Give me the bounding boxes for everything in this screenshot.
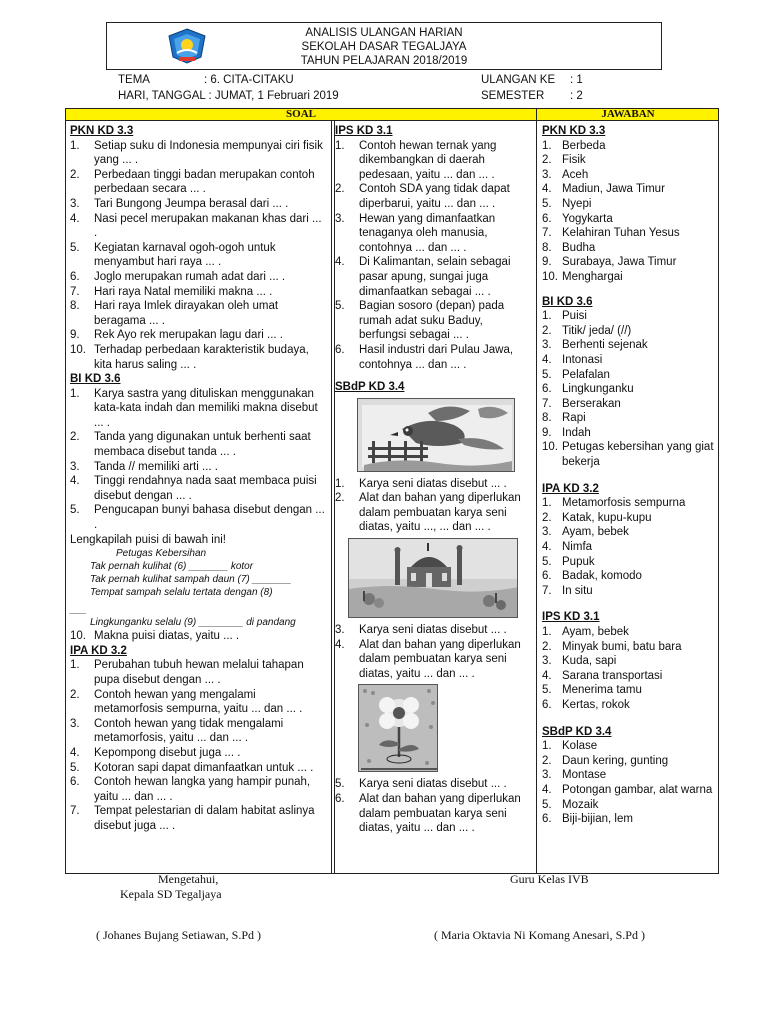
item-number: 3.: [70, 460, 80, 473]
item-text: Hari raya Natal memiliki makna ... .: [94, 285, 273, 298]
sbdp-question-list-a: [335, 477, 531, 535]
item-number: 7.: [70, 805, 80, 818]
item-text: Berbeda: [562, 139, 606, 152]
item-number: 5.: [70, 241, 80, 254]
list-item: [335, 477, 531, 492]
list-item: [70, 629, 326, 644]
sbdp-question-list-b: [335, 623, 531, 681]
item-number: 5.: [542, 197, 552, 210]
poem-instruction: Lengkapilah puisi di bawah ini!: [70, 533, 226, 546]
list-item: [542, 555, 718, 570]
list-item: [542, 168, 718, 183]
item-number: 1.: [542, 139, 552, 152]
list-item: [70, 168, 326, 197]
montage-mosque-image: [348, 538, 518, 618]
semester-label: SEMESTER: [481, 90, 545, 102]
list-item: [542, 625, 718, 640]
item-text: Contoh hewan yang mengalami metamorfosis sempurna, yaitu ... dan ... .: [94, 688, 303, 716]
item-text: Titik/ jeda/ (//): [562, 324, 632, 337]
item-text: Kelahiran Tuhan Yesus: [562, 227, 680, 240]
section-title-bi: BI KD 3.6: [70, 373, 121, 386]
list-item: [70, 746, 326, 761]
list-item: [335, 343, 531, 372]
item-text: Ayam, bebek: [562, 526, 629, 539]
list-item: [70, 387, 326, 431]
item-text: Karya sastra yang dituliskan menggunakan kata-kata indah dan memiliki makna disebut ... .: [94, 387, 318, 429]
header-year: TAHUN PELAJARAN 2018/2019: [300, 55, 468, 67]
guru-kelas-label: Guru Kelas IVB: [510, 872, 589, 886]
item-text: Menghargai: [562, 270, 623, 283]
list-item: [70, 212, 326, 241]
item-number: 1.: [335, 477, 345, 490]
poem-line-4: Lingkunganku selalu (9) ________ di pandang: [90, 617, 296, 629]
item-number: 5.: [542, 368, 552, 381]
section-title-sbdp: SBdP KD 3.4: [335, 381, 405, 394]
ipa-question-list: [70, 658, 326, 833]
item-number: 2.: [335, 492, 345, 505]
list-item: [542, 525, 718, 540]
item-number: 4.: [542, 353, 552, 366]
item-text: Bagian sosoro (depan) pada rumah adat suku Baduy, berfungsi sebagai ... .: [359, 300, 505, 342]
item-number: 5.: [542, 798, 552, 811]
answer-title-sbdp: SBdP KD 3.4: [542, 725, 612, 738]
item-text: Alat dan bahan yang diperlukan dalam pembuatan karya seni diatas, yaitu ... dan ... .: [359, 638, 521, 680]
list-item: [70, 503, 326, 532]
bi-question-list: [70, 387, 326, 533]
table-header-row: [66, 109, 718, 121]
bi-answer-list: [542, 309, 718, 470]
section-title-ipa: IPA KD 3.2: [70, 644, 127, 657]
item-text: Nasi pecel merupakan makanan khas dari ... .: [94, 212, 322, 240]
item-number: 1.: [70, 387, 80, 400]
item-text: Hasil industri dari Pulau Jawa, contohnya ... dan ... .: [359, 343, 514, 371]
list-item: [542, 139, 718, 154]
list-item: [335, 792, 531, 836]
list-item: [542, 324, 718, 339]
soal-column-2: [335, 124, 531, 836]
list-item: [542, 739, 718, 754]
list-item: [335, 255, 531, 299]
item-text: Montase: [562, 769, 607, 782]
collage-bird-image: [357, 398, 515, 472]
mengetahui-label: Mengetahui,: [158, 872, 219, 886]
list-item: [70, 761, 326, 776]
list-item: [335, 638, 531, 682]
item-text: Tempat pelestarian di dalam habitat aslinya disebut juga ... .: [94, 805, 315, 832]
list-item: [542, 812, 718, 827]
item-number: 2.: [542, 511, 552, 524]
list-item: [542, 669, 718, 684]
list-item: [542, 798, 718, 813]
poem-line-2: Tak pernah kulihat sampah daun (7) _______: [90, 574, 292, 586]
item-text: Perbedaan tinggi badan merupakan contoh perbedaan secara ... .: [94, 168, 315, 196]
item-number: 2.: [542, 154, 552, 167]
item-number: 3.: [542, 168, 552, 181]
ulangan-label: ULANGAN KE: [481, 74, 556, 86]
item-number: 2.: [542, 324, 552, 337]
item-text: Contoh SDA yang tidak dapat diperbarui, yaitu ... dan ... .: [359, 183, 510, 210]
item-number: 3.: [542, 769, 552, 782]
item-number: 9.: [542, 256, 552, 269]
ips-question-list: [335, 139, 531, 373]
item-text: Alat dan bahan yang diperlukan dalam pembuatan karya seni diatas, yaitu ... dan ... .: [359, 793, 521, 835]
item-number: 8.: [70, 300, 80, 313]
item-text: Ayam, bebek: [562, 626, 629, 638]
list-item: [70, 197, 326, 212]
list-item: [70, 474, 326, 503]
item-number: 10.: [70, 343, 86, 356]
item-text: Hewan yang dimanfaatkan tenaganya oleh manusia, contohnya ... dan ... .: [359, 212, 496, 254]
list-item: [70, 285, 326, 300]
item-number: 6.: [542, 383, 552, 396]
list-item: [542, 511, 718, 526]
list-item: [335, 212, 531, 256]
pkn-question-list: [70, 139, 326, 373]
list-item: [70, 688, 326, 717]
soal-header: SOAL: [286, 108, 316, 120]
answer-title-bi: BI KD 3.6: [542, 295, 593, 308]
list-item: [335, 777, 531, 792]
answer-title-ipa: IPA KD 3.2: [542, 482, 599, 495]
list-item: [542, 255, 718, 270]
list-item: [542, 683, 718, 698]
item-number: 3.: [335, 212, 345, 225]
item-text: Berserakan: [562, 397, 621, 410]
item-number: 1.: [542, 740, 552, 753]
item-number: 7.: [542, 397, 552, 410]
item-text: Contoh hewan ternak yang dikembangkan di daerah pedesaan, yaitu ... dan ... .: [359, 139, 497, 181]
item-number: 1.: [542, 310, 552, 323]
list-item: [542, 640, 718, 655]
item-text: Intonasi: [562, 353, 603, 366]
guru-kelas-name: ( Maria Oktavia Ni Komang Anesari, S.Pd ): [434, 928, 645, 942]
kepala-sekolah-name: ( Johanes Bujang Setiawan, S.Pd ): [96, 928, 261, 942]
item-text: Karya seni diatas disebut ... .: [359, 477, 507, 490]
list-item: [542, 411, 718, 426]
list-item: [542, 569, 718, 584]
section-title-pkn: PKN KD 3.3: [70, 125, 134, 137]
item-number: 4.: [335, 256, 345, 269]
poem-title: Petugas Kebersihan: [116, 548, 207, 560]
item-text: Fisik: [562, 154, 586, 167]
item-number: 6.: [70, 776, 80, 789]
list-item: [542, 440, 718, 469]
item-number: 4.: [70, 746, 80, 759]
header-box: [106, 22, 662, 70]
jawaban-column: [542, 124, 718, 827]
header-school: SEKOLAH DASAR TEGALJAYA: [301, 41, 467, 53]
answer-sheet-table: [65, 108, 719, 874]
sbdp-answer-list: [542, 739, 718, 827]
item-text: Karya seni diatas disebut ... .: [359, 624, 507, 637]
item-text: Contoh hewan yang tidak mengalami metamorfosis, yaitu ... dan ... .: [94, 717, 284, 745]
list-item: [542, 496, 718, 511]
item-text: Tanda yang digunakan untuk berhenti saat membaca disebut tanda ... .: [94, 431, 311, 459]
item-number: 9.: [70, 329, 80, 342]
item-text: Mozaik: [562, 798, 599, 811]
item-number: 10.: [70, 630, 86, 643]
item-text: Kertas, rokok: [562, 698, 630, 711]
item-text: Nyepi: [562, 197, 592, 210]
item-text: Alat dan bahan yang diperlukan dalam pembuatan karya seni diatas, yaitu ..., ... dan ... .: [359, 492, 521, 534]
item-number: 7.: [70, 285, 80, 298]
item-number: 1.: [70, 659, 80, 672]
item-number: 6.: [542, 212, 552, 225]
list-item: [335, 491, 531, 535]
item-number: 6.: [542, 698, 552, 711]
item-number: 2.: [70, 431, 80, 444]
item-text: Lingkunganku: [562, 383, 634, 396]
list-item: [542, 382, 718, 397]
item-number: 10.: [542, 270, 558, 283]
item-number: 3.: [542, 655, 552, 668]
column-divider: [536, 109, 537, 873]
item-number: 6.: [335, 343, 345, 356]
item-text: Pengucapan bunyi bahasa disebut dengan ... .: [94, 504, 325, 532]
item-text: Biji-bijian, lem: [562, 813, 633, 826]
item-number: 4.: [70, 212, 80, 225]
item-text: Budha: [562, 241, 596, 254]
list-item: [542, 426, 718, 441]
item-text: Kegiatan karnaval ogoh-ogoh untuk menyambut hari raya ... .: [94, 241, 276, 269]
item-number: 2.: [70, 168, 80, 181]
item-number: 3.: [70, 717, 80, 730]
item-text: Metamorfosis sempurna: [562, 497, 686, 510]
list-item: [542, 153, 718, 168]
item-number: 5.: [70, 761, 80, 774]
item-number: 5.: [70, 504, 80, 517]
item-number: 1.: [335, 139, 345, 152]
item-number: 3.: [335, 624, 345, 637]
list-item: [542, 338, 718, 353]
list-item: [542, 654, 718, 669]
item-number: 1.: [542, 626, 552, 638]
item-text: Katak, kupu-kupu: [562, 511, 652, 524]
list-item: [542, 226, 718, 241]
item-number: 1.: [542, 497, 552, 510]
item-number: 7.: [542, 584, 552, 597]
tema-label: TEMA: [118, 74, 150, 86]
list-item: [542, 182, 718, 197]
list-item: [335, 299, 531, 343]
list-item: [70, 343, 326, 372]
section-title-ips: IPS KD 3.1: [335, 125, 393, 137]
list-item: [70, 775, 326, 804]
list-item: [542, 197, 718, 212]
list-item: [542, 212, 718, 227]
item-text: Yogykarta: [562, 212, 613, 225]
item-text: Di Kalimantan, selain sebagai pasar apung, sungai juga dimanfaatkan sebagai ... .: [359, 256, 511, 298]
list-item: [542, 270, 718, 285]
poem-line-1: Tak pernah kulihat (6) _______ kotor: [90, 561, 254, 573]
item-text: Makna puisi diatas, yaitu ... .: [94, 630, 240, 643]
jawaban-header: JAWABAN: [601, 108, 655, 120]
hari-tanggal: HARI, TANGGAL : JUMAT, 1 Februari 2019: [118, 90, 339, 102]
item-text: Kepompong disebut juga ... .: [94, 746, 241, 759]
item-number: 3.: [542, 339, 552, 352]
item-text: Kotoran sapi dapat dimanfaatkan untuk ... .: [94, 761, 314, 774]
item-text: Minyak bumi, batu bara: [562, 640, 682, 653]
item-text: Indah: [562, 426, 591, 439]
item-number: 5.: [335, 778, 345, 791]
poem-block: [70, 547, 326, 629]
item-text: Puisi: [562, 310, 587, 323]
poem-line-3: Tempat sampah selalu tertata dengan (8): [90, 587, 273, 599]
item-text: Potongan gambar, alat warna: [562, 783, 713, 796]
item-number: 4.: [542, 183, 552, 196]
item-number: 7.: [542, 227, 552, 240]
list-item: [542, 309, 718, 324]
item-text: Surabaya, Jawa Timur: [562, 256, 677, 269]
item-text: Kolase: [562, 740, 598, 753]
list-item: [542, 353, 718, 368]
item-number: 3.: [70, 197, 80, 210]
list-item: [542, 368, 718, 383]
item-text: Aceh: [562, 168, 589, 181]
item-number: 5.: [335, 300, 345, 313]
item-text: Sarana transportasi: [562, 669, 663, 682]
item-number: 5.: [542, 555, 552, 568]
list-item: [70, 328, 326, 343]
list-item: [335, 182, 531, 211]
item-number: 8.: [542, 241, 552, 254]
list-item: [542, 397, 718, 412]
semester-value: : 2: [570, 90, 583, 102]
item-number: 4.: [542, 669, 552, 682]
item-number: 2.: [542, 754, 552, 767]
item-text: Tari Bungong Jeumpa berasal dari ... .: [94, 197, 289, 210]
list-item: [70, 270, 326, 285]
item-text: Perubahan tubuh hewan melalui tahapan pupa disebut dengan ... .: [94, 659, 304, 686]
list-item: [70, 658, 326, 687]
list-item: [70, 717, 326, 746]
item-text: Daun kering, gunting: [562, 754, 669, 767]
item-text: Pelafalan: [562, 368, 610, 381]
pkn-answer-list: [542, 139, 718, 285]
answer-title-pkn: PKN KD 3.3: [542, 125, 606, 137]
list-item: [70, 299, 326, 328]
tema-value: : 6. CITA-CITAKU: [204, 74, 294, 86]
answer-title-ips: IPS KD 3.1: [542, 611, 600, 624]
item-text: Contoh hewan langka yang hampir punah, yaitu ... dan ... .: [94, 776, 311, 803]
item-number: 6.: [70, 270, 80, 283]
sbdp-question-list-c: [335, 777, 531, 835]
header-title: ANALISIS ULANGAN HARIAN: [305, 27, 463, 39]
ipa-answer-list: [542, 496, 718, 598]
list-item: [70, 241, 326, 270]
item-number: 4.: [542, 541, 552, 554]
kepala-sekolah-label: Kepala SD Tegaljaya: [120, 887, 222, 901]
item-text: In situ: [562, 584, 593, 597]
list-item: [335, 623, 531, 638]
item-text: Joglo merupakan rumah adat dari ... .: [94, 270, 286, 283]
item-text: Karya seni diatas disebut ... .: [359, 778, 507, 791]
soal-column-1: [70, 124, 326, 834]
list-item: [542, 540, 718, 555]
item-text: Nimfa: [562, 541, 593, 554]
item-text: Berhenti sejenak: [562, 339, 648, 352]
item-number: 6.: [542, 570, 552, 583]
item-text: Kuda, sapi: [562, 655, 617, 668]
poem-line-4-blank: ___: [70, 604, 87, 616]
ulangan-value: : 1: [570, 74, 583, 86]
list-item: [335, 139, 531, 183]
item-text: Pupuk: [562, 555, 595, 568]
soal-column-rule-1: [331, 121, 332, 873]
list-item: [70, 430, 326, 459]
list-item: [542, 768, 718, 783]
item-number: 4.: [335, 638, 345, 651]
item-text: Madiun, Jawa Timur: [562, 183, 665, 196]
list-item: [542, 584, 718, 599]
item-number: 2.: [70, 688, 80, 701]
item-number: 10.: [542, 441, 558, 454]
item-text: Tinggi rendahnya nada saat membaca puisi disebut dengan ... .: [94, 475, 317, 502]
item-number: 6.: [542, 813, 552, 826]
item-number: 2.: [335, 183, 345, 196]
item-text: Tanda // memiliki arti ... .: [94, 460, 218, 473]
list-item: [542, 241, 718, 256]
item-number: 3.: [542, 526, 552, 539]
ips-answer-list: [542, 625, 718, 713]
item-number: 8.: [542, 412, 552, 425]
item-number: 6.: [335, 793, 345, 806]
item-text: Terhadap perbedaan karakteristik budaya, kita harus saling ... .: [94, 343, 309, 371]
item-number: 9.: [542, 426, 552, 439]
list-item: [542, 754, 718, 769]
list-item: [70, 460, 326, 475]
item-text: Rapi: [562, 412, 586, 425]
list-item: [542, 783, 718, 798]
item-text: Hari raya Imlek dirayakan oleh umat beragama ... .: [94, 300, 279, 327]
list-item: [542, 698, 718, 713]
item-number: 2.: [542, 640, 552, 653]
item-text: Setiap suku di Indonesia mempunyai ciri fisik yang ... .: [94, 139, 323, 167]
item-number: 1.: [70, 139, 80, 152]
item-text: Menerima tamu: [562, 684, 642, 697]
mosaic-flower-image: [358, 684, 438, 772]
item-number: 5.: [542, 684, 552, 697]
list-item: [70, 804, 326, 833]
item-text: Petugas kebersihan yang giat bekerja: [562, 441, 714, 469]
list-item: [70, 139, 326, 168]
item-number: 4.: [542, 783, 552, 796]
item-number: 4.: [70, 475, 80, 488]
item-text: Rek Ayo rek merupakan lagu dari ... .: [94, 329, 283, 342]
item-text: Badak, komodo: [562, 570, 642, 583]
